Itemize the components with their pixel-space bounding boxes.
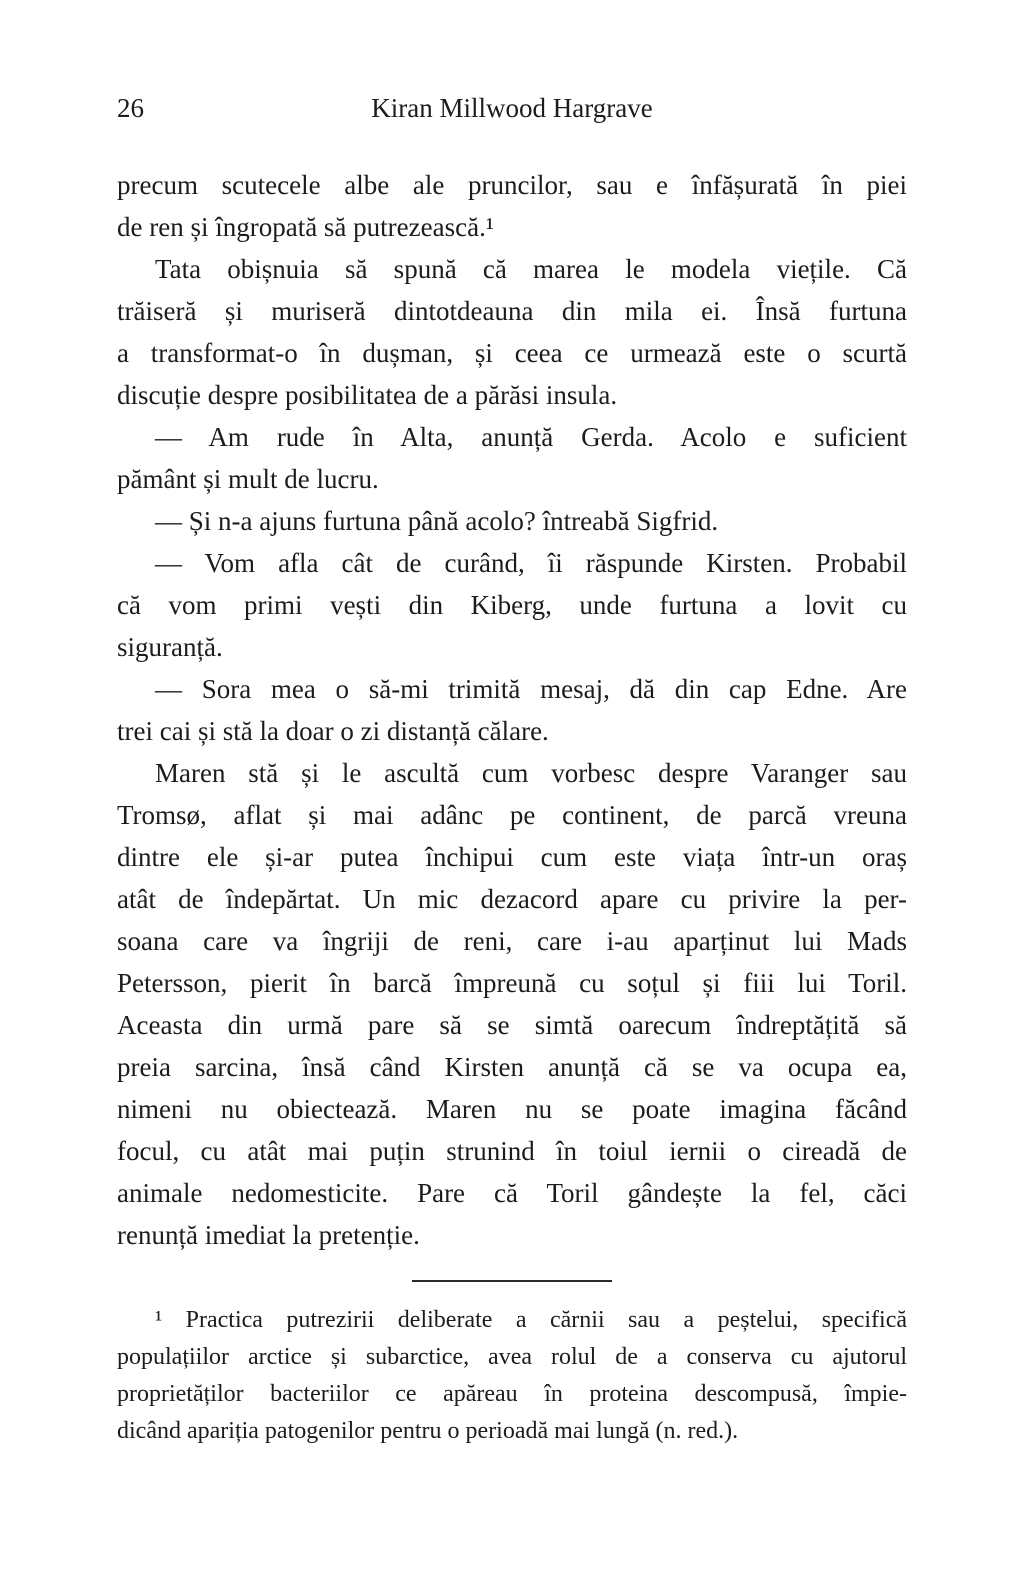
footnote-separator — [412, 1280, 612, 1282]
text-line: siguranță. — [117, 632, 223, 662]
text-line: proprietăților bacteriilor ce apăreau în proteina descompusă, împie- — [117, 1381, 907, 1407]
text-line: soana care va îngriji de reni, care i-au aparținut lui Mads — [117, 926, 907, 956]
running-title: Kiran Millwood Hargrave — [371, 93, 653, 123]
text-line: precum scutecele albe ale pruncilor, sau e înfășurată în piei — [117, 170, 907, 200]
paragraph — [117, 668, 907, 752]
text-line: Petersson, pierit în barcă împreună cu soțul și fiii lui Toril. — [117, 968, 907, 998]
text-line: dicând apariția patogenilor pentru o perioadă mai lungă (n. red.). — [117, 1418, 739, 1444]
text-line: focul, cu atât mai puțin strunind în toiul iernii o cireadă de — [117, 1136, 907, 1166]
text-line: a transformat-o în dușman, și ceea ce urmează este o scurtă — [117, 338, 907, 368]
text-line: Maren stă și le ascultă cum vorbesc despre Varanger sau — [155, 758, 907, 788]
text-line: renunță imediat la pretenție. — [117, 1220, 420, 1250]
paragraph — [117, 542, 907, 668]
text-line: de ren și îngropată să putrezească.¹ — [117, 212, 494, 242]
text-line: — Vom afla cât de curând, îi răspunde Kirsten. Probabil — [155, 548, 907, 578]
text-line: Tromsø, aflat și mai adânc pe continent, de parcă vreuna — [117, 800, 907, 830]
text-line: pământ și mult de lucru. — [117, 464, 379, 494]
text-line: preia sarcina, însă când Kirsten anunță că se va ocupa ea, — [117, 1052, 907, 1082]
paragraph — [117, 248, 907, 416]
paragraph — [117, 500, 907, 542]
paragraph — [117, 164, 907, 248]
running-head — [117, 92, 907, 124]
text-line: că vom primi vești din Kiberg, unde furtuna a lovit cu — [117, 590, 907, 620]
text-line: atât de îndepărtat. Un mic dezacord apare cu privire la per- — [117, 884, 907, 914]
text-line: dintre ele și-ar putea închipui cum este viața într-un oraș — [117, 842, 907, 872]
paragraph — [117, 752, 907, 1256]
text-line: discuție despre posibilitatea de a părăsi insula. — [117, 380, 618, 410]
text-line: Aceasta din urmă pare să se simtă oarecum îndreptățită să — [117, 1010, 907, 1040]
text-line: populațiilor arctice și subarctice, avea rolul de a conserva cu ajutorul — [117, 1344, 907, 1370]
text-line: Tata obișnuia să spună că marea le modela viețile. Că — [155, 254, 907, 284]
text-line: — Sora mea o să-mi trimită mesaj, dă din cap Edne. Are — [155, 674, 907, 704]
text-line: ¹ Practica putrezirii deliberate a cărnii sau a peștelui, specifică — [155, 1307, 907, 1333]
text-line: trei cai și stă la doar o zi distanță călare. — [117, 716, 549, 746]
body-text — [117, 164, 907, 1256]
text-line: — Și n-a ajuns furtuna până acolo? întreabă Sigfrid. — [155, 506, 719, 536]
page-number: 26 — [117, 93, 144, 123]
paragraph — [117, 416, 907, 500]
footnote — [117, 1302, 907, 1450]
text-line: nimeni nu obiectează. Maren nu se poate imagina făcând — [117, 1094, 907, 1124]
text-line: trăiseră și muriseră dintotdeauna din mila ei. Însă furtuna — [117, 296, 907, 326]
text-line: — Am rude în Alta, anunță Gerda. Acolo e suficient — [155, 422, 907, 452]
text-line: animale nedomesticite. Pare că Toril gândește la fel, căci — [117, 1178, 907, 1208]
